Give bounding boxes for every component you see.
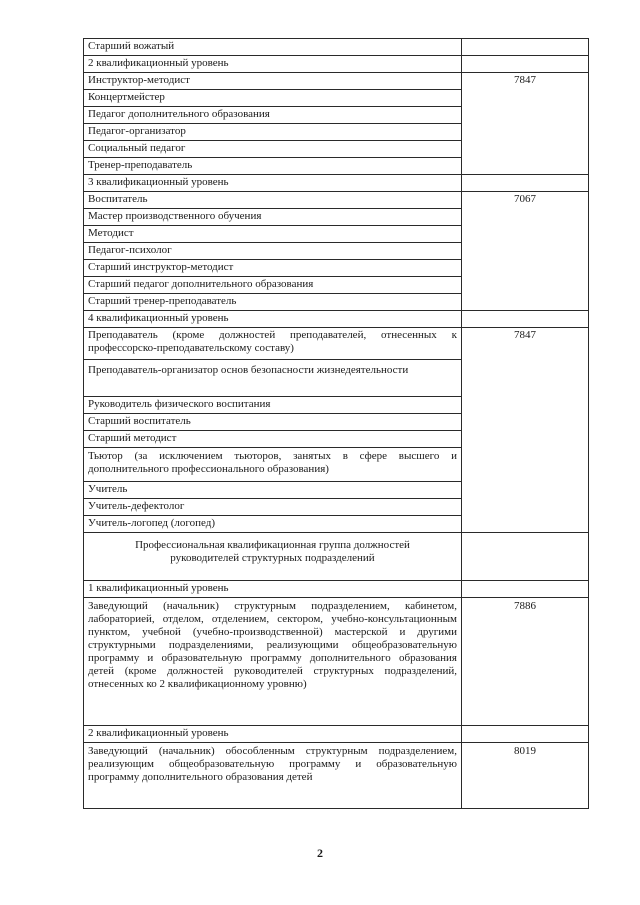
group-title (84, 533, 462, 581)
position-cell: Старший педагог дополнительного образования (84, 277, 462, 294)
table-row (84, 581, 589, 598)
salary-cell (462, 311, 589, 328)
position-cell: Педагог-психолог (84, 243, 462, 260)
position-cell: Преподаватель-организатор основ безопасности жизнедеятельности (84, 360, 462, 397)
position-cell: Социальный педагог (84, 141, 462, 158)
position-cell: Учитель-дефектолог (84, 499, 462, 516)
position-cell: Мастер производственного обучения (84, 209, 462, 226)
salary-value: 8019 (462, 743, 589, 809)
salary-value: 7847 (462, 73, 589, 175)
salary-cell (462, 56, 589, 73)
group-title-line1: Профессиональная квалификационная группа должностей (135, 539, 410, 551)
level-header: 2 квалификационный уровень (84, 56, 462, 73)
position-cell: Педагог дополнительного образования (84, 107, 462, 124)
level-header: 3 квалификационный уровень (84, 175, 462, 192)
table-row (84, 328, 589, 360)
position-cell: Старший тренер-преподаватель (84, 294, 462, 311)
position-cell: Концертмейстер (84, 90, 462, 107)
level-header: 4 квалификационный уровень (84, 311, 462, 328)
table-row (84, 311, 589, 328)
level-header: 2 квалификационный уровень (84, 726, 462, 743)
position-cell: Руководитель физического воспитания (84, 397, 462, 414)
position-cell: Педагог-организатор (84, 124, 462, 141)
table-row (84, 726, 589, 743)
position-cell: Старший инструктор-методист (84, 260, 462, 277)
position-cell: Преподаватель (кроме должностей преподавателей, отнесенных к профессорско-преподавательскому составу) (84, 328, 462, 360)
salary-cell (462, 533, 589, 581)
position-cell: Тьютор (за исключением тьюторов, занятых в сфере высшего и дополнительного профессионального образования) (84, 448, 462, 482)
position-cell: Заведующий (начальник) обособленным структурным подразделением, реализующим общеобразовательную программу и образовательную программу дополнительного образования детей (84, 743, 462, 809)
salary-cell (462, 581, 589, 598)
position-cell: Старший методист (84, 431, 462, 448)
table-row (84, 192, 589, 209)
level-header: 1 квалификационный уровень (84, 581, 462, 598)
salary-cell (462, 175, 589, 192)
position-cell: Старший вожатый (84, 39, 462, 56)
salary-value: 7847 (462, 328, 589, 533)
salary-cell (462, 39, 589, 56)
salary-table (83, 38, 589, 809)
position-cell: Заведующий (начальник) структурным подразделением, кабинетом, лабораторией, отделом, отделением, сектором, учебно-консультационным пунктом, учебной (учебно-производственной) мастерской и другими структурными подразделениями, реализующими общеобразовательную программу и образовательную программу дополнительного образования детей (кроме должностей руководителей структурных подразделений, отнесенных ко 2 квалификационному уровню) (84, 598, 462, 726)
table-row (84, 533, 589, 581)
position-cell: Учитель (84, 482, 462, 499)
position-cell: Инструктор-методист (84, 73, 462, 90)
table-row (84, 598, 589, 726)
position-cell: Воспитатель (84, 192, 462, 209)
salary-value: 7067 (462, 192, 589, 311)
position-cell: Учитель-логопед (логопед) (84, 516, 462, 533)
table-row (84, 73, 589, 90)
table-row (84, 56, 589, 73)
group-title-line2: руководителей структурных подразделений (170, 552, 375, 564)
page-number: 2 (317, 846, 323, 860)
salary-value: 7886 (462, 598, 589, 726)
position-cell: Тренер-преподаватель (84, 158, 462, 175)
table-row (84, 175, 589, 192)
table-row (84, 39, 589, 56)
table-row (84, 743, 589, 809)
salary-cell (462, 726, 589, 743)
position-cell: Старший воспитатель (84, 414, 462, 431)
position-cell: Методист (84, 226, 462, 243)
